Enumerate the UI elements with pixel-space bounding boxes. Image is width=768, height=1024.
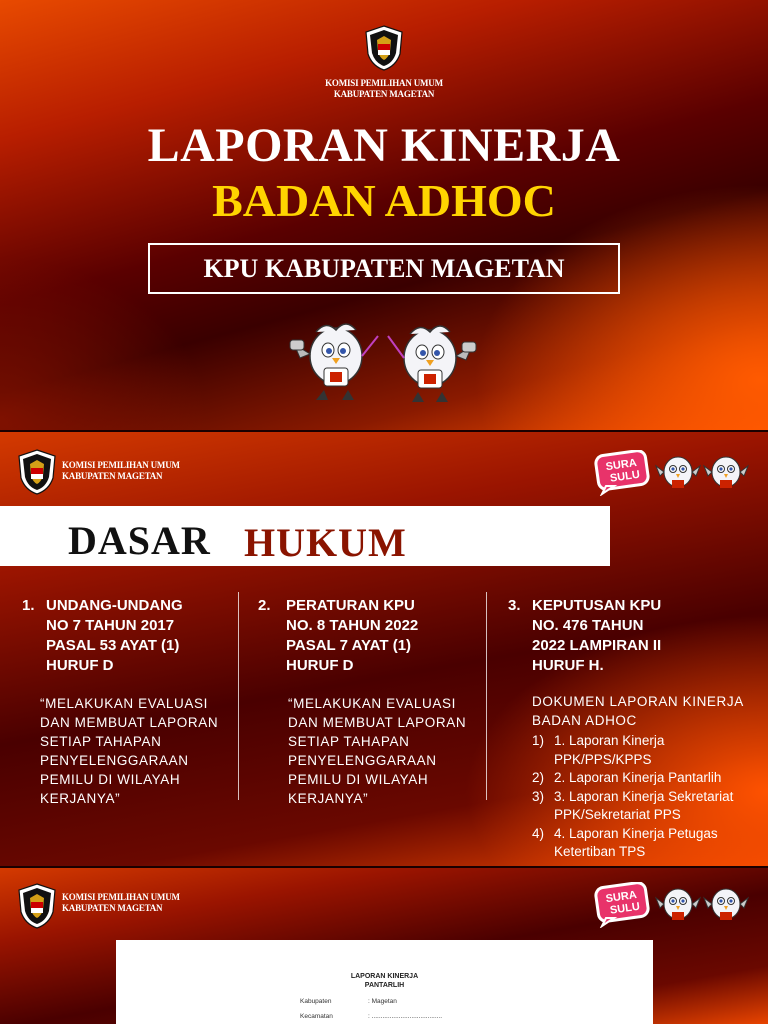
- list-text: PPK/PPS/KPPS: [554, 751, 652, 767]
- heading-dasar: DASAR: [68, 518, 211, 563]
- row-label: Kabupaten: [300, 998, 332, 1005]
- sticker-text-2: SULU: [609, 900, 641, 917]
- slide-dasar-hukum: [0, 432, 768, 866]
- list-text: 2. Laporan Kinerja Pantarlih: [554, 770, 722, 785]
- slide-cover: [0, 0, 768, 430]
- quote-line: DAN MEMBUAT LAPORAN: [288, 715, 467, 730]
- owl-mascot-right-icon: [384, 316, 482, 408]
- quote-line: KERJANYA”: [40, 791, 121, 806]
- title-line: NO. 8 TAHUN 2022: [286, 617, 419, 634]
- document-row: [300, 1013, 442, 1020]
- document-title-line: PANTARLIH: [364, 982, 405, 989]
- title-line: UNDANG-UNDANG: [46, 597, 183, 614]
- legal-basis-2: [258, 596, 480, 808]
- heading-hukum: HUKUM: [244, 520, 407, 565]
- list-text: 1. Laporan Kinerja: [554, 733, 665, 748]
- quote-line: PENYELENGGARAAN: [40, 753, 189, 768]
- quote-line: “MELAKUKAN EVALUASI: [40, 696, 208, 711]
- column-divider: [238, 592, 239, 800]
- quote-line: KERJANYA”: [288, 791, 369, 806]
- row-label: Kecamatan: [300, 1013, 333, 1020]
- kpu-logo-icon: [16, 448, 58, 496]
- document-title-line: LAPORAN KINERJA: [350, 973, 419, 980]
- org-line-1: KOMISI PEMILIHAN UMUM: [62, 460, 180, 470]
- intro-line: BADAN ADHOC: [532, 713, 637, 728]
- kpu-logo-icon: [16, 882, 58, 930]
- title-line: HURUF D: [46, 657, 114, 674]
- org-line-1: KOMISI PEMILIHAN UMUM: [325, 78, 443, 88]
- quote-line: PEMILU DI WILAYAH: [288, 772, 429, 787]
- slide-laporan-pantarlih: [0, 868, 768, 1024]
- title-line: HURUF H.: [532, 657, 604, 674]
- list-number: 4): [532, 825, 545, 841]
- legal-basis-1: [22, 596, 232, 808]
- org-name: [62, 892, 180, 914]
- row-value: : .......................................: [368, 1013, 443, 1020]
- org-line-2: KABUPATEN MAGETAN: [62, 903, 163, 913]
- sticker-text-1: SURA: [605, 888, 638, 906]
- title-line: PASAL 53 AYAT (1): [46, 637, 180, 654]
- quote-line: DAN MEMBUAT LAPORAN: [40, 715, 219, 730]
- owl-mascot-small-icon: [702, 450, 750, 496]
- legal-quote: [288, 694, 480, 808]
- quote-line: SETIAP TAHAPAN: [288, 734, 410, 749]
- cover-subtitle: BADAN ADHOC: [212, 175, 556, 226]
- document-title: [116, 972, 653, 990]
- list-text: 3. Laporan Kinerja Sekretariat: [554, 788, 734, 804]
- title-line: 2022 LAMPIRAN II: [532, 637, 662, 654]
- document-page: [116, 940, 653, 1024]
- heading-band: [0, 506, 610, 566]
- document-row: [300, 998, 397, 1005]
- org-name: [62, 460, 180, 482]
- owl-mascot-small-icon: [654, 882, 702, 928]
- list-number: 1): [532, 733, 545, 748]
- legal-quote: [40, 694, 232, 808]
- row-value: : Magetan: [368, 998, 397, 1005]
- title-line: KEPUTUSAN KPU: [532, 597, 662, 614]
- legal-basis-3: [508, 596, 764, 862]
- org-name: [0, 78, 768, 100]
- list-item: [532, 825, 764, 862]
- title-line: HURUF D: [286, 657, 354, 674]
- item-number: 2.: [258, 597, 271, 614]
- org-line-2: KABUPATEN MAGETAN: [62, 471, 163, 481]
- cover-title: LAPORAN KINERJA: [147, 119, 621, 172]
- list-text: PPK/Sekretariat PPS: [554, 807, 681, 822]
- org-line-2: KABUPATEN MAGETAN: [333, 89, 435, 99]
- list-text: Ketertiban TPS: [554, 844, 646, 859]
- owl-mascot-small-icon: [702, 882, 750, 928]
- title-line: PASAL 7 AYAT (1): [286, 637, 412, 654]
- sura-sulu-sticker-icon: [594, 882, 652, 928]
- legal-basis-title: [258, 596, 480, 676]
- title-line: NO. 476 TAHUN: [532, 617, 644, 634]
- title-line: PERATURAN KPU: [286, 597, 415, 614]
- owl-mascot-left-icon: [286, 314, 382, 406]
- sura-sulu-sticker-icon: [594, 450, 652, 496]
- list-item: [532, 732, 764, 769]
- list-number: 2): [532, 770, 545, 785]
- quote-line: PEMILU DI WILAYAH: [40, 772, 181, 787]
- legal-basis-title: [508, 596, 764, 676]
- document-intro: [532, 692, 764, 730]
- sticker-text-1: SURA: [605, 456, 638, 474]
- list-text: 4. Laporan Kinerja Petugas: [554, 825, 718, 841]
- item-number: 3.: [508, 597, 521, 614]
- item-number: 1.: [22, 597, 35, 614]
- org-line-1: KOMISI PEMILIHAN UMUM: [62, 892, 180, 902]
- list-item: [532, 788, 764, 825]
- quote-line: SETIAP TAHAPAN: [40, 734, 162, 749]
- kpu-logo-icon: [363, 24, 405, 72]
- list-item: [532, 769, 764, 788]
- document-list: [532, 732, 764, 862]
- cover-box-label: KPU KABUPATEN MAGETAN: [203, 253, 565, 283]
- title-line: NO 7 TAHUN 2017: [46, 617, 175, 634]
- cover-box: [148, 243, 620, 294]
- quote-line: “MELAKUKAN EVALUASI: [288, 696, 456, 711]
- sticker-text-2: SULU: [609, 468, 641, 485]
- legal-basis-title: [22, 596, 232, 676]
- intro-line: DOKUMEN LAPORAN KINERJA: [532, 694, 744, 709]
- column-divider: [486, 592, 487, 800]
- owl-mascot-small-icon: [654, 450, 702, 496]
- quote-line: PENYELENGGARAAN: [288, 753, 437, 768]
- list-number: 3): [532, 788, 545, 804]
